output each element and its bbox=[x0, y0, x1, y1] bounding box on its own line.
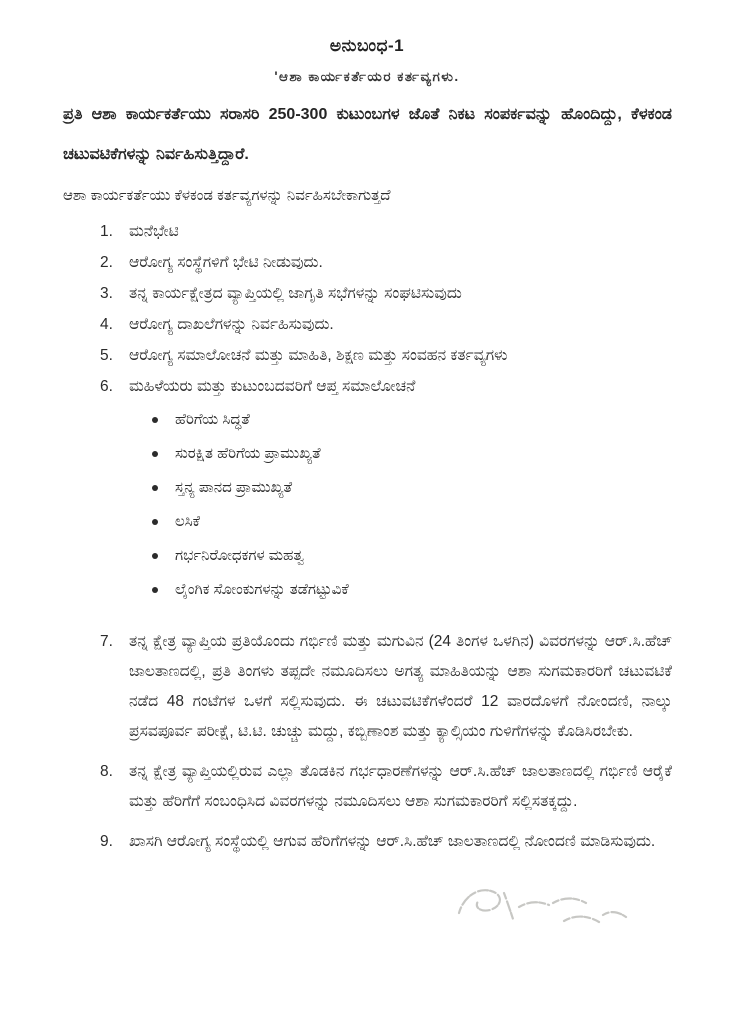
item-number: 3. bbox=[100, 285, 113, 302]
bullet-text: ಸುರಕ್ಷಿತ ಹೆರಿಗೆಯ ಪ್ರಾಮುಖ್ಯತೆ bbox=[175, 445, 321, 462]
bullet-text: ಗರ್ಭನಿರೋಧಕಗಳ ಮಹತ್ವ bbox=[175, 547, 305, 564]
list-item bbox=[100, 627, 672, 747]
bullet-text: ಲಸಿಕೆ bbox=[175, 513, 201, 530]
item-text: ಮಹಿಳೆಯರು ಮತ್ತು ಕುಟುಂಬದವರಿಗೆ ಆಪ್ತ ಸಮಾಲೋಚನೆ bbox=[129, 378, 416, 395]
bullet-item bbox=[152, 478, 672, 497]
item-text: ಆರೋಗ್ಯ ಸಮಾಲೋಚನೆ ಮತ್ತು ಮಾಹಿತಿ, ಶಿಕ್ಷಣ ಮತ್ತು ಸಂವಹನ ಕರ್ತವ್ಯಗಳು bbox=[129, 347, 508, 364]
intro-paragraph: ಪ್ರತಿ ಆಶಾ ಕಾರ್ಯಕರ್ತೆಯು ಸರಾಸರಿ 250-300 ಕುಟುಂಬಗಳ ಜೊತೆ ನಿಕಟ ಸಂಪರ್ಕವನ್ನು ಹೊಂದಿದ್ದು, ಕೆಳಕಂಡ ಚಟುವಟಿಕೆಗಳನ್ನು ನಿರ್ವಹಿಸುತ್ತಿದ್ದಾರೆ. bbox=[63, 106, 672, 163]
bullet-text: ಸ್ತನ್ಯ ಪಾನದ ಪ್ರಾಮುಖ್ಯತೆ bbox=[175, 479, 293, 496]
item-number: 6. bbox=[100, 378, 113, 395]
list-item bbox=[100, 346, 672, 365]
list-item bbox=[100, 757, 672, 817]
bullet-icon bbox=[152, 553, 158, 559]
numbered-list-1-6 bbox=[100, 222, 672, 396]
bullet-text: ಲೈಂಗಿಕ ಸೋಂಕುಗಳನ್ನು ತಡೆಗಟ್ಟುವಿಕೆ bbox=[175, 581, 349, 598]
item-text: ಖಾಸಗಿ ಆರೋಗ್ಯ ಸಂಸ್ಥೆಯಲ್ಲಿ ಆಗುವ ಹೆರಿಗೆಗಳನ್ನು ಆರ್.ಸಿ.ಹೆಚ್ ಜಾಲತಾಣದಲ್ಲಿ ನೋಂದಣಿ ಮಾಡಿಸುವುದು. bbox=[129, 833, 656, 850]
bullet-item bbox=[152, 580, 672, 599]
page-title: ಅನುಬಂಧ-1 bbox=[329, 36, 405, 55]
item-text: ಆರೋಗ್ಯ ದಾಖಲೆಗಳನ್ನು ನಿರ್ವಹಿಸುವುದು. bbox=[129, 316, 334, 333]
bullet-icon bbox=[152, 417, 158, 423]
item-number: 7. bbox=[100, 633, 113, 650]
numbered-list-7-9 bbox=[100, 627, 672, 857]
item-text: ತನ್ನ ಕಾರ್ಯಕ್ಷೇತ್ರದ ವ್ಯಾಪ್ತಿಯಲ್ಲಿ ಜಾಗೃತಿ ಸಭೆಗಳನ್ನು ಸಂಘಟಿಸುವುದು bbox=[129, 285, 462, 302]
item-text: ಆರೋಗ್ಯ ಸಂಸ್ಥೆಗಳಿಗೆ ಭೇಟಿ ನೀಡುವುದು. bbox=[129, 254, 323, 271]
bullet-item bbox=[152, 444, 672, 463]
list-item bbox=[100, 222, 672, 241]
bullet-icon bbox=[152, 519, 158, 525]
item-text: ತನ್ನ ಕ್ಷೇತ್ರ ವ್ಯಾಪ್ತಿಯ ಪ್ರತಿಯೊಂದು ಗರ್ಭಿಣಿ ಮತ್ತು ಮಗುವಿನ (24 ತಿಂಗಳ ಒಳಗಿನ) ವಿವರಗಳನ್ನು ಆರ್.ಸಿ.ಹೆಚ್ ಜಾಲತಾಣದಲ್ಲಿ, ಪ್ರತಿ ತಿಂಗಳು ತಪ್ಪದೇ ನಮೂದಿಸಲು ಅಗತ್ಯ ಮಾಹಿತಿಯನ್ನು ಆಶಾ ಸುಗಮಕಾರರಿಗೆ ಚಟುವಟಿಕೆ ನಡೆದ 48 ಗಂಟೆಗಳ ಒಳಗೆ ಸಲ್ಲಿಸುವುದು. ಈ ಚಟುವಟಿಕೆಗಳೆಂದರೆ 12 ವಾರದೊಳಗೆ ನೋಂದಣಿ, ನಾಲ್ಕು ಪ್ರಸವಪೂರ್ವ ಪರೀಕ್ಷೆ, ಟಿ.ಟಿ. ಚುಚ್ಚು ಮದ್ದು, ಕಬ್ಬಿಣಾಂಶ ಮತ್ತು ಕ್ಯಾಲ್ಸಿಯಂ ಗುಳಿಗೆಗಳನ್ನು ಕೊಡಿಸಿರಬೇಕು. bbox=[129, 633, 672, 740]
bullet-item bbox=[152, 410, 672, 429]
item-number: 4. bbox=[100, 316, 113, 333]
bullet-icon bbox=[152, 451, 158, 457]
list-item bbox=[100, 377, 672, 396]
item-number: 9. bbox=[100, 833, 113, 850]
bullet-icon bbox=[152, 587, 158, 593]
list-item bbox=[100, 284, 672, 303]
item-number: 8. bbox=[100, 763, 113, 780]
item-number: 2. bbox=[100, 254, 113, 271]
bullet-icon bbox=[152, 485, 158, 491]
list-item bbox=[100, 315, 672, 334]
page-subtitle: 'ಆಶಾ ಕಾರ್ಯಕರ್ತೆಯರ ಕರ್ತವ್ಯಗಳು. bbox=[274, 69, 460, 84]
list-item bbox=[100, 827, 672, 857]
bullet-text: ಹೆರಿಗೆಯ ಸಿದ್ಧತೆ bbox=[175, 411, 250, 428]
bullet-item bbox=[152, 546, 672, 565]
item-number: 5. bbox=[100, 347, 113, 364]
item-number: 1. bbox=[100, 223, 113, 240]
item-text: ಮನೆಭೇಟಿ bbox=[129, 223, 179, 240]
item-text: ತನ್ನ ಕ್ಷೇತ್ರ ವ್ಯಾಪ್ತಿಯಲ್ಲಿರುವ ಎಲ್ಲಾ ತೊಡಕಿನ ಗರ್ಭಧಾರಣೆಗಳನ್ನು ಆರ್.ಸಿ.ಹೆಚ್ ಜಾಲತಾಣದಲ್ಲಿ ಗರ್ಭಿಣಿ ಆರೈಕೆ ಮತ್ತು ಹೆರಿಗೆಗೆ ಸಂಬಂಧಿಸಿದ ವಿವರಗಳನ್ನು ನಮೂದಿಸಲು ಆಶಾ ಸುಗಮಕಾರರಿಗೆ ಸಲ್ಲಿಸತಕ್ಕದ್ದು. bbox=[129, 763, 672, 810]
list-item bbox=[100, 253, 672, 272]
signature-mark bbox=[452, 876, 642, 938]
bullet-item bbox=[152, 512, 672, 531]
sub-bullet-list bbox=[152, 410, 672, 599]
duties-heading: ಆಶಾ ಕಾರ್ಯಕರ್ತೆಯು ಕೆಳಕಂಡ ಕರ್ತವ್ಯಗಳನ್ನು ನಿರ್ವಹಿಸಬೇಕಾಗುತ್ತದೆ bbox=[63, 187, 391, 204]
